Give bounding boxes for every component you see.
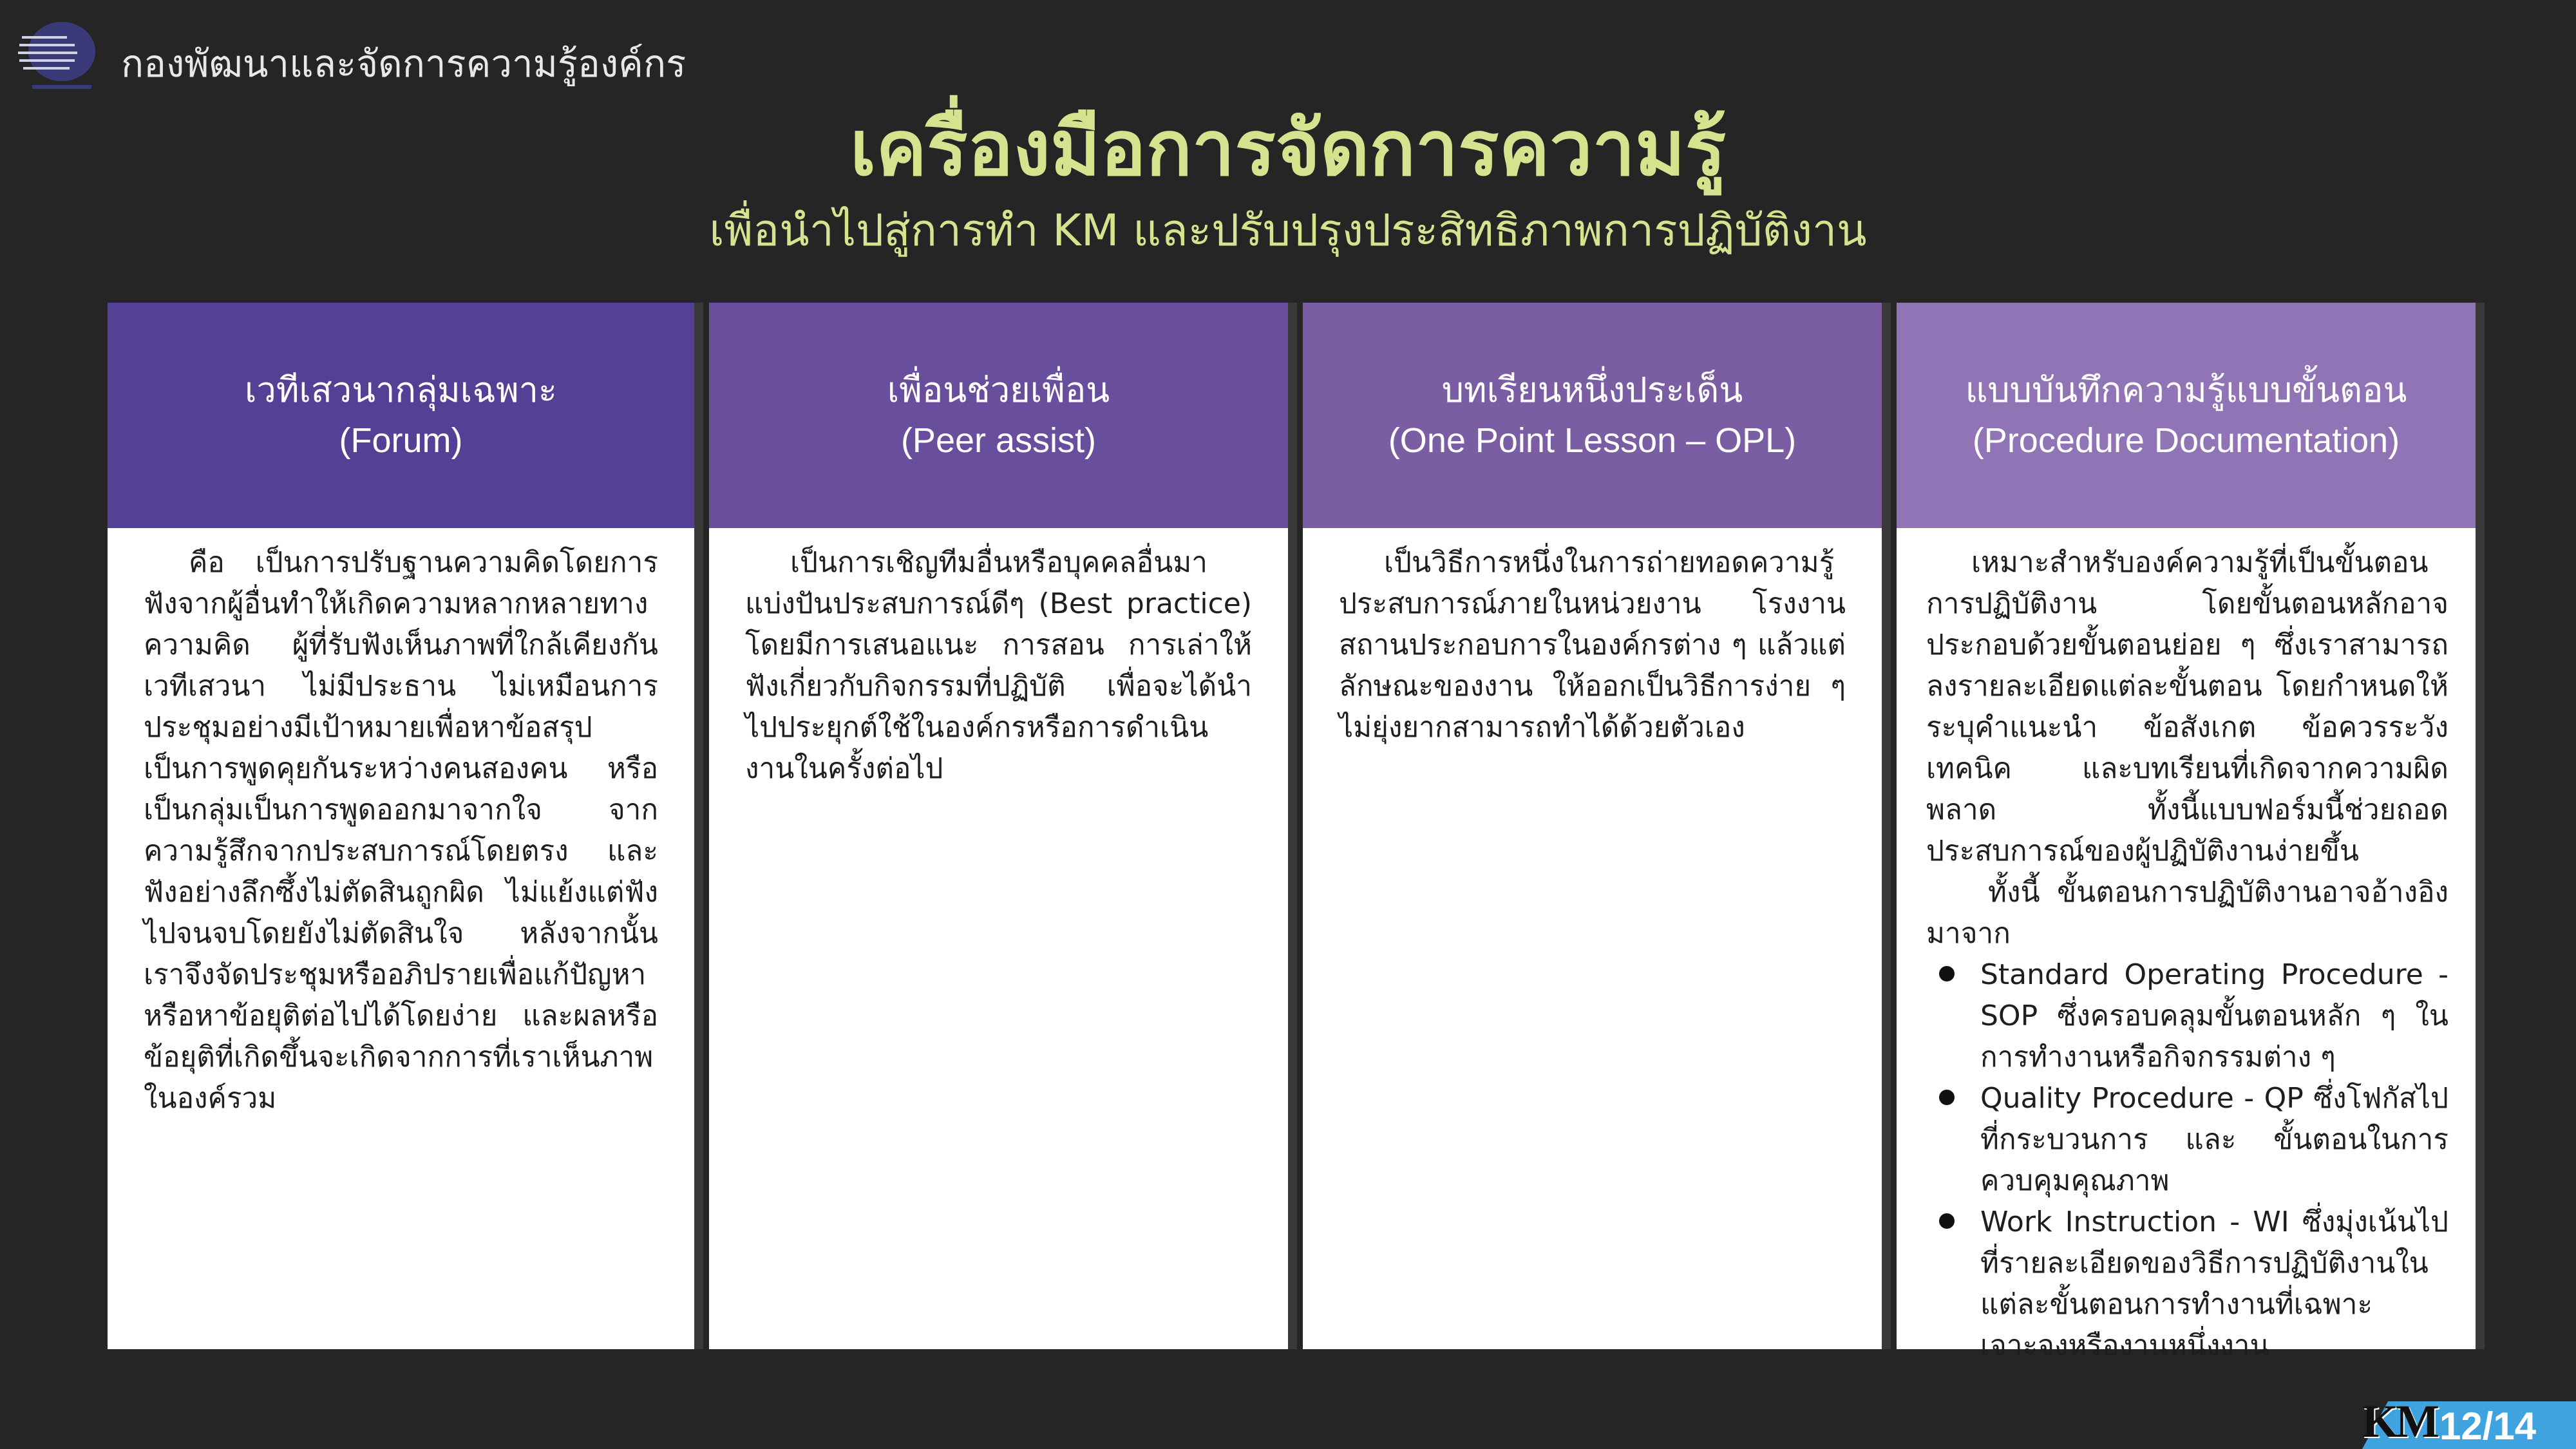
card-body bbox=[108, 528, 694, 1119]
card-description-reference: ทั้งนี้ ขั้นตอนการปฏิบัติงานอาจอ้างอิงมาจาก bbox=[1926, 876, 2448, 950]
tool-card-opl bbox=[1303, 303, 1882, 1349]
page-number-badge bbox=[2362, 1395, 2576, 1449]
list-item: Work Instruction - WI ซึ่งมุ่งเน้นไปที่รายละเอียดของวิธีการปฏิบัติงานในแต่ละขั้นตอนการทำงานที่เฉพาะเจาะจงหรืองานหนึ่งงาน bbox=[1980, 1202, 2448, 1367]
card-title-th: บทเรียนหนึ่งประเด็น bbox=[1441, 370, 1743, 410]
page-number: 12/14 bbox=[2439, 1405, 2537, 1448]
card-description: คือ เป็นการปรับฐานความคิดโดยการฟังจากผู้อื่นทำให้เกิดความหลากหลายทางความคิด ผู้ที่รับฟังเห็นภาพที่ใกล้เคียงกันเวทีเสวนา ไม่มีประธาน ไม่เหมือนการประชุมอย่างมีเป้าหมายเพื่อหาข้อสรุป เป็นการพูดคุยกันระหว่างคนสองคน หรือเป็นกลุ่มเป็นการพูดออกมาจากใจ จากความรู้สึกจากประสบการณ์โดยตรง และฟังอย่างลึกซึ้งไม่ตัดสินถูกผิด ไม่แย้งแต่ฟังไปจนจบโดยยังไม่ตัดสินใจ หลังจากนั้น เราจึงจัดประชุมหรืออภิปรายเพื่อแก้ปัญหาหรือหาข้อยุติต่อไปได้โดยง่าย และผลหรือข้อยุติที่เกิดขึ้นจะเกิดจากการที่เราเห็นภาพในองค์รวม bbox=[144, 546, 658, 1115]
card-title-en: (Forum) bbox=[339, 421, 463, 460]
card-header bbox=[709, 303, 1288, 528]
card-title-en: (Procedure Documentation) bbox=[1972, 421, 2400, 460]
card-description: เป็นวิธีการหนึ่งในการถ่ายทอดความรู้ประสบการณ์ภายในหน่วยงาน โรงงาน สถานประกอบการในองค์กรต่าง ๆ แล้วแต่ลักษณะของงาน ให้ออกเป็นวิธีการง่าย ๆ ไม่ยุ่งยากสามารถทำได้ด้วยตัวเอง bbox=[1339, 546, 1846, 744]
card-description: เป็นการเชิญทีมอื่นหรือบุคคลอื่นมาแบ่งปันประสบการณ์ดีๆ (Best practice) โดยมีการเสนอแนะ การสอน การเล่าให้ฟังเกี่ยวกับกิจกรรมที่ปฏิบัติ เพื่อจะได้นำไปประยุกต์ใช้ในองค์กรหรือการดำเนินงานในครั้งต่อไป bbox=[745, 546, 1252, 785]
card-header bbox=[1303, 303, 1882, 528]
km-logo: KM bbox=[2362, 1396, 2437, 1447]
bullet-icon bbox=[1939, 1213, 1955, 1229]
card-title-en: (One Point Lesson – OPL) bbox=[1388, 421, 1797, 460]
card-header bbox=[108, 303, 694, 528]
organization-logo bbox=[18, 18, 102, 95]
list-item: Quality Procedure - QP ซึ่งโฟกัสไปที่กระบวนการ และ ขั้นตอนในการควบคุมคุณภาพ bbox=[1980, 1078, 2448, 1202]
bullet-icon bbox=[1939, 966, 1955, 981]
tool-card-forum bbox=[108, 303, 694, 1349]
card-title-th: เพื่อนช่วยเพื่อน bbox=[887, 370, 1110, 410]
department-name: กองพัฒนาและจัดการความรู้องค์กร bbox=[121, 42, 687, 86]
card-description: เหมาะสำหรับองค์ความรู้ที่เป็นขั้นตอนการปฏิบัติงาน โดยขั้นตอนหลักอาจประกอบด้วยขั้นตอนย่อย ๆ ซึ่งเราสามารถลงรายละเอียดแต่ละขั้นตอน โดยกำหนดให้ระบุคำแนะนำ ข้อสังเกต ข้อควรระวัง เทคนิค และบทเรียนที่เกิดจากความผิดพลาด ทั้งนี้แบบฟอร์มนี้ช่วยถอดประสบการณ์ของผู้ปฏิบัติงานง่ายขึ้น bbox=[1926, 546, 2448, 867]
card-body bbox=[709, 528, 1288, 790]
page-subtitle: เพื่อนำไปสู่การทำ KM และปรับปรุงประสิทธิภาพการปฏิบัติงาน bbox=[709, 205, 1867, 256]
tool-card-peer-assist bbox=[709, 303, 1288, 1349]
card-title-en: (Peer assist) bbox=[900, 421, 1097, 460]
bullet-icon bbox=[1939, 1090, 1955, 1105]
tool-card-procedure-documentation bbox=[1897, 303, 2476, 1362]
page-title: เครื่องมือการจัดการความรู้ bbox=[849, 104, 1727, 193]
card-body bbox=[1897, 528, 2476, 1367]
card-header bbox=[1897, 303, 2476, 528]
card-title-th: เวทีเสวนากลุ่มเฉพาะ bbox=[245, 370, 557, 410]
list-item: Standard Operating Procedure - SOP ซึ่งครอบคลุมขั้นตอนหลัก ๆ ในการทำงานหรือกิจกรรมต่าง ๆ bbox=[1980, 954, 2448, 1078]
reference-list bbox=[1926, 954, 2448, 1367]
card-body bbox=[1303, 528, 1882, 748]
card-title-th: แบบบันทึกความรู้แบบขั้นตอน bbox=[1965, 370, 2407, 410]
